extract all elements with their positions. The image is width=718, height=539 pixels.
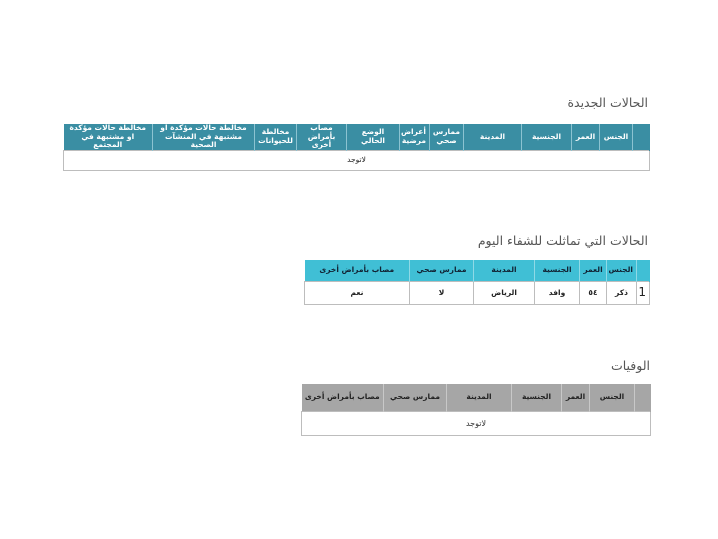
- table-row: [302, 412, 651, 436]
- column-header: العمر: [562, 384, 590, 412]
- column-header: الجنس: [590, 384, 635, 412]
- column-header: المدينة: [474, 260, 535, 282]
- column-header: مخالطة حالات مؤكدة او مشتبهة في المجتمع: [64, 124, 153, 150]
- gender-cell: ذكر: [607, 282, 637, 305]
- column-header: الوضع الحالي: [347, 124, 400, 150]
- column-header: مخالطة حالات مؤكدة او مشتبهة في المنشآت الصحية: [153, 124, 255, 150]
- deaths-title: الوفيات: [610, 358, 650, 373]
- city-cell: الرياض: [474, 282, 535, 305]
- empty-message: لاتوجد: [302, 412, 651, 436]
- column-header: المدينة: [464, 124, 522, 150]
- column-header: مصاب بأمراض أخرى: [302, 384, 384, 412]
- table-header-row: [64, 124, 650, 150]
- column-header: [635, 384, 651, 412]
- column-header: المدينة: [447, 384, 512, 412]
- column-header: مصاب بأمراض أخرى: [297, 124, 347, 150]
- column-header: ممارس صحي: [430, 124, 464, 150]
- column-header: العمر: [572, 124, 600, 150]
- column-header: أعراض مرضية: [400, 124, 430, 150]
- deaths-table: [301, 384, 651, 436]
- age-cell: ٥٤: [580, 282, 607, 305]
- table-header-row: [305, 260, 650, 282]
- new-cases-table: [63, 124, 650, 171]
- recovered-table: [304, 260, 650, 305]
- column-header: العمر: [580, 260, 607, 282]
- column-header: الجنس: [607, 260, 637, 282]
- column-header: مصاب بأمراض أخرى: [305, 260, 410, 282]
- table-row: [305, 282, 650, 305]
- table-row: [64, 150, 650, 170]
- column-header: الجنسية: [535, 260, 580, 282]
- nationality-cell: وافد: [535, 282, 580, 305]
- column-header: [633, 124, 650, 150]
- other-diseases-cell: نعم: [305, 282, 410, 305]
- empty-message: لاتوجد: [64, 150, 650, 170]
- health-practitioner-cell: لا: [410, 282, 474, 305]
- column-header: [637, 260, 650, 282]
- column-header: الجنس: [600, 124, 633, 150]
- table-header-row: [302, 384, 651, 412]
- column-header: ممارس صحي: [384, 384, 447, 412]
- new-cases-title: الحالات الجديدة: [567, 95, 648, 110]
- column-header: الجنسية: [522, 124, 572, 150]
- column-header: الجنسية: [512, 384, 562, 412]
- recovered-title: الحالات التي تماثلت للشفاء اليوم: [477, 233, 648, 248]
- column-header: مخالطة للحيوانات: [255, 124, 297, 150]
- column-header: ممارس صحي: [410, 260, 474, 282]
- row-index: 1: [637, 282, 650, 305]
